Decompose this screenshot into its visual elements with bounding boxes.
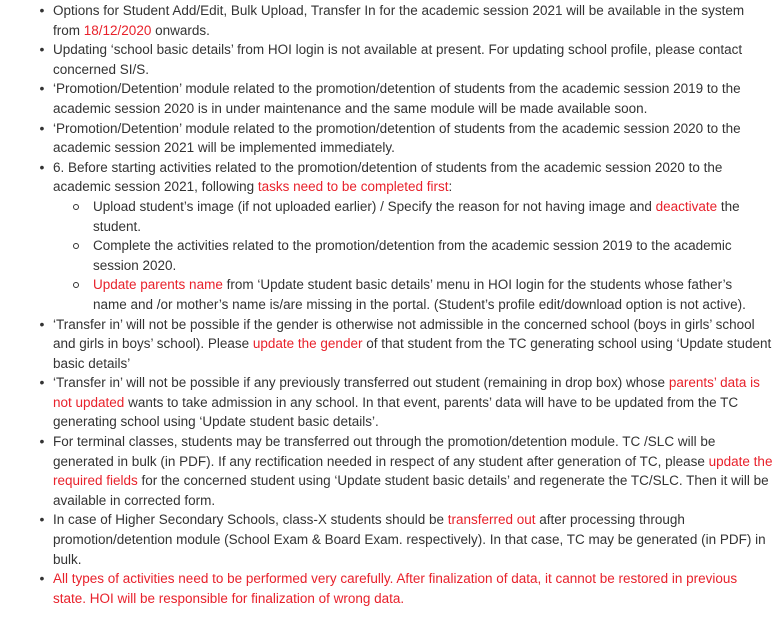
notice-item	[0, 158, 779, 315]
notice-item	[0, 432, 779, 510]
bullet-icon	[37, 510, 47, 530]
notice-text: Updating ‘school basic details’ from HOI login is not available at present. For updating school profile, please contact concerned SI/S.	[53, 42, 743, 77]
bullet-icon	[37, 432, 47, 452]
sub-highlight: deactivate	[655, 198, 718, 214]
notice-text: after processing through promotion/detention module (School Exam & Board Exam. respectively). In that case, TC may be generated (in PDF) in bulk.	[53, 512, 766, 567]
notice-item	[0, 569, 779, 608]
notice-text: For terminal classes, students may be transferred out through the promotion/detention module. TC /SLC will be generated in bulk (in PDF). If any rectification needed in respect of any student after generation of TC, please	[53, 434, 716, 469]
sub-highlight: Update parents name	[93, 277, 223, 293]
circle-bullet-icon	[73, 282, 79, 288]
notice-text: wants to take admission in any school. In that event, parents’ data will have to be updated from the TC generating school using ‘Update student basic details’.	[53, 394, 739, 430]
bullet-icon	[37, 119, 47, 139]
task-sub-item	[53, 197, 773, 236]
bullet-icon	[37, 40, 47, 60]
task-sub-list	[53, 197, 773, 315]
notice-text: ‘Promotion/Detention’ module related to the promotion/detention of students from the academic session 2020 to the academic session 2021 will be implemented immediately.	[53, 120, 741, 156]
bullet-icon	[37, 373, 47, 393]
circle-bullet-icon	[73, 204, 79, 210]
sub-text: Complete the activities related to the promotion/detention from the academic session 2019 to the academic session 2020.	[93, 238, 732, 273]
notice-text: ‘Transfer in’ will not be possible if the gender is otherwise not admissible in the concerned school (boys in girls’ school and girls in boys’ school). Please	[53, 316, 755, 352]
notice-highlight: update the gender	[252, 336, 363, 352]
notice-item	[0, 119, 779, 158]
bullet-icon	[37, 1, 47, 21]
bullet-icon	[37, 79, 47, 99]
notice-text: onwards.	[151, 22, 210, 38]
sub-text: the student.	[93, 198, 740, 234]
notice-highlight: parents’ data is not updated	[53, 375, 760, 410]
notice-text: :	[448, 179, 453, 195]
task-sub-item	[53, 236, 773, 275]
notice-text: In case of Higher Secondary Schools, class-X students should be	[53, 512, 448, 528]
notice-item	[0, 79, 779, 118]
notice-item	[0, 40, 779, 79]
notice-highlight: transferred out	[447, 512, 536, 528]
notice-text: Options for Student Add/Edit, Bulk Upload, Transfer In for the academic session 2021 will be available in the system from	[53, 3, 745, 38]
notice-text: ‘Promotion/Detention’ module related to the promotion/detention of students from the academic session 2019 to the academic session 2020 is in under maintenance and the same module will be made available soon.	[53, 81, 741, 116]
circle-bullet-icon	[73, 243, 79, 249]
task-sub-item	[53, 275, 773, 314]
notice-text: ‘Transfer in’ will not be possible if any previously transferred out student (remaining in drop box) whose	[53, 375, 669, 391]
notice-item	[0, 373, 779, 432]
notice-text: of that student from the TC generating school using ‘Update student basic details’	[53, 336, 772, 371]
notice-text: for the concerned student using ‘Update student basic details’ and regenerate the TC/SLC. Then it will be available in corrected form.	[53, 473, 769, 508]
notice-text: 6. Before starting activities related to the promotion/detention of students from the academic session 2020 to the academic session 2021, following	[53, 159, 723, 195]
bullet-icon	[37, 315, 47, 335]
bullet-icon	[37, 569, 47, 589]
notice-highlight: update the required fields	[53, 453, 773, 489]
sub-text: Upload student’s image (if not uploaded earlier) / Specify the reason for not having image and	[93, 198, 656, 214]
notice-list	[0, 1, 779, 608]
notice-item	[0, 510, 779, 569]
notice-highlight: tasks need to be completed first	[257, 179, 449, 195]
notice-highlight: 18/12/2020	[83, 22, 152, 38]
sub-text: from ‘Update student basic details’ menu in HOI login for the students whose father’s name and /or mother’s name is/are missing in the portal. (Student’s profile edit/download option is not active).	[93, 277, 746, 312]
bullet-icon	[37, 158, 47, 178]
notice-item	[0, 1, 779, 40]
notice-item	[0, 315, 779, 374]
notice-warning: All types of activities need to be performed very carefully. After finalization of data, it cannot be restored in previous state. HOI will be responsible for finalization of wrong data.	[53, 571, 738, 606]
